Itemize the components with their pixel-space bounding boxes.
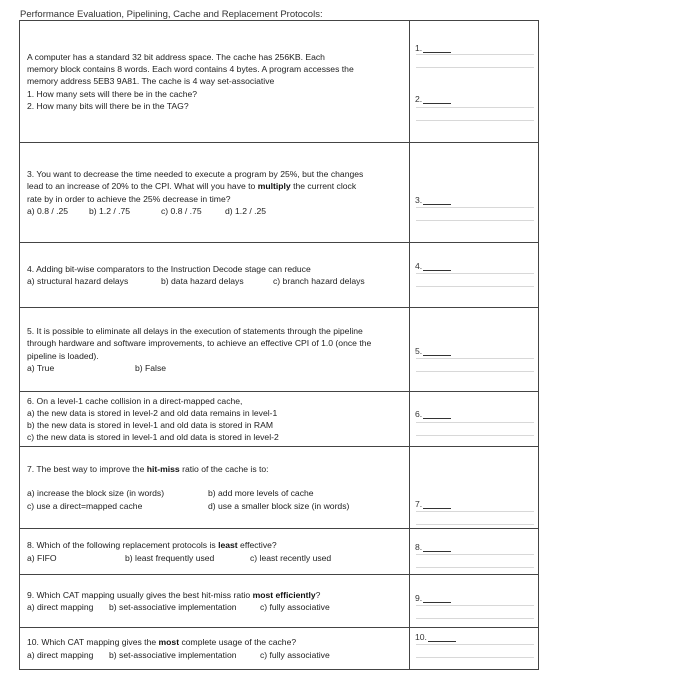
q1-line-2: memory block contains 8 words. Each word contains 4 bytes. A program accesses the [27, 64, 354, 75]
q5-line-1: 5. It is possible to eliminate all delays in the execution of statements through the pipeline [27, 326, 363, 337]
q5-line-3: pipeline is loaded). [27, 350, 99, 361]
q8-line-1: 8. Which of the following replacement protocols is least effective? [27, 540, 277, 551]
q9-option-a: a) direct mapping [27, 602, 94, 612]
q7-line-1: 7. The best way to improve the hit-miss ratio of the cache is to: [27, 464, 269, 475]
answer-cell-1 [410, 21, 539, 143]
answer-field-7[interactable] [416, 511, 534, 525]
q3-option-d: d) 1.2 / .25 [225, 205, 267, 216]
q6-line-4: c) the new data is stored in level-1 and old data is stored in level-2 [27, 432, 279, 443]
q7-options-row-2 [27, 500, 401, 512]
answer-cell-8 [410, 529, 539, 575]
answer-cell-3 [410, 143, 539, 243]
question-row-4 [20, 243, 539, 308]
q10-option-a: a) direct mapping [27, 649, 94, 660]
question-row-3 [20, 143, 539, 243]
question-row-10 [20, 628, 539, 670]
q3-option-b: b) 1.2 / .75 [89, 205, 131, 216]
answer-blank-9[interactable]: 9. [415, 593, 451, 603]
question-text-3 [20, 143, 410, 243]
question-row-1 [20, 21, 539, 143]
q6-line-3: b) the new data is stored in level-1 and old data is stored in RAM [27, 420, 274, 430]
answer-blank-2[interactable]: 2. [415, 94, 451, 104]
answer-blank-4[interactable]: 4. [415, 261, 451, 271]
answer-blank-7[interactable]: 7. [415, 499, 451, 509]
answer-field-6[interactable] [416, 422, 534, 436]
answer-field-1[interactable] [416, 54, 534, 68]
question-row-7 [20, 447, 539, 529]
q10-option-c: c) fully associative [260, 649, 330, 660]
question-row-9 [20, 575, 539, 628]
q8-options [27, 552, 401, 564]
q5-option-b: b) False [135, 362, 167, 373]
q8-option-b: b) least frequently used [125, 552, 215, 563]
q4-options [27, 275, 401, 287]
question-row-6 [20, 392, 539, 447]
q1-line-1: A computer has a standard 32 bit address space. The cache has 256KB. Each [27, 51, 325, 62]
q4-option-a: a) structural hazard delays [27, 276, 129, 286]
answer-blank-10[interactable]: 10. [415, 632, 456, 642]
q3-line-3: rate by in order to achieve the 25% decrease in time? [27, 193, 231, 204]
answer-cell-7 [410, 447, 539, 529]
q6-line-2: a) the new data is stored in level-2 and old data remains in level-1 [27, 407, 278, 418]
question-row-5 [20, 308, 539, 392]
q5-option-a: a) True [27, 362, 55, 373]
question-text-9 [20, 575, 410, 628]
q6-line-1: 6. On a level-1 cache collision in a direct-mapped cache, [27, 395, 243, 406]
q7-option-c: c) use a direct=mapped cache [27, 500, 143, 511]
q10-line-1: 10. Which CAT mapping gives the most complete usage of the cache? [27, 637, 297, 648]
question-text-10 [20, 628, 410, 670]
q7-option-b: b) add more levels of cache [208, 488, 314, 499]
question-text-5 [20, 308, 410, 392]
answer-cell-5 [410, 308, 539, 392]
q9-option-b: b) set-associative implementation [109, 602, 237, 612]
answer-blank-1[interactable]: 1. [415, 43, 451, 53]
answer-cell-9 [410, 575, 539, 628]
answer-blank-3[interactable]: 3. [415, 195, 451, 205]
page-title: Performance Evaluation, Pipelining, Cache and Replacement Protocols: [20, 9, 323, 20]
question-text-4 [20, 243, 410, 308]
answer-field-10[interactable] [416, 644, 534, 658]
q10-option-b: b) set-associative implementation [109, 649, 237, 660]
q9-line-1: 9. Which CAT mapping usually gives the best hit-miss ratio most efficiently? [27, 589, 321, 600]
q5-line-2: through hardware and software improvements, to achieve an effective CPI of 1.0 (once the [27, 338, 372, 349]
answer-field-5[interactable] [416, 358, 534, 372]
q3-options [27, 205, 401, 217]
q7-option-a: a) increase the block size (in words) [27, 488, 165, 499]
question-text-8 [20, 529, 410, 575]
question-text-1 [20, 21, 410, 143]
question-text-6 [20, 392, 410, 447]
answer-cell-6 [410, 392, 539, 447]
q3-option-a: a) 0.8 / .25 [27, 205, 69, 216]
answer-field-8[interactable] [416, 554, 534, 568]
answer-blank-5[interactable]: 5. [415, 346, 451, 356]
q3-line-1: 3. You want to decrease the time needed to execute a program by 25%, but the changes [27, 169, 364, 180]
q5-options [27, 362, 401, 374]
answer-field-2[interactable] [416, 107, 534, 121]
question-text-7 [20, 447, 410, 529]
q1-line-4: 1. How many sets will there be in the cache? [27, 88, 198, 99]
answer-cell-4 [410, 243, 539, 308]
q3-line-2: lead to an increase of 20% to the CPI. What will you have to multiply the current clock [27, 181, 357, 192]
q4-option-c: c) branch hazard delays [273, 276, 365, 286]
q1-line-5: 2. How many bits will there be in the TAG? [27, 100, 189, 111]
question-row-8 [20, 529, 539, 575]
q1-line-3: memory address 5EB3 9A81. The cache is 4 way set-associative [27, 76, 275, 87]
q8-option-c: c) least recently used [250, 552, 332, 563]
answer-cell-10 [410, 628, 539, 670]
q9-options [27, 601, 401, 613]
answer-field-4[interactable] [416, 273, 534, 287]
answer-blank-8[interactable]: 8. [415, 542, 451, 552]
q3-option-c: c) 0.8 / .75 [161, 205, 202, 216]
answer-blank-6[interactable]: 6. [415, 409, 451, 419]
answer-field-9[interactable] [416, 605, 534, 619]
answer-field-3[interactable] [416, 207, 534, 221]
q10-options [27, 649, 401, 661]
q4-option-b: b) data hazard delays [161, 276, 244, 286]
q8-option-a: a) FIFO [27, 552, 57, 563]
q7-options-row-1 [27, 487, 401, 499]
q7-option-d: d) use a smaller block size (in words) [208, 500, 350, 511]
q9-option-c: c) fully associative [260, 602, 330, 612]
q4-line-1: 4. Adding bit-wise comparators to the Instruction Decode stage can reduce [27, 263, 311, 274]
question-table [19, 20, 539, 670]
